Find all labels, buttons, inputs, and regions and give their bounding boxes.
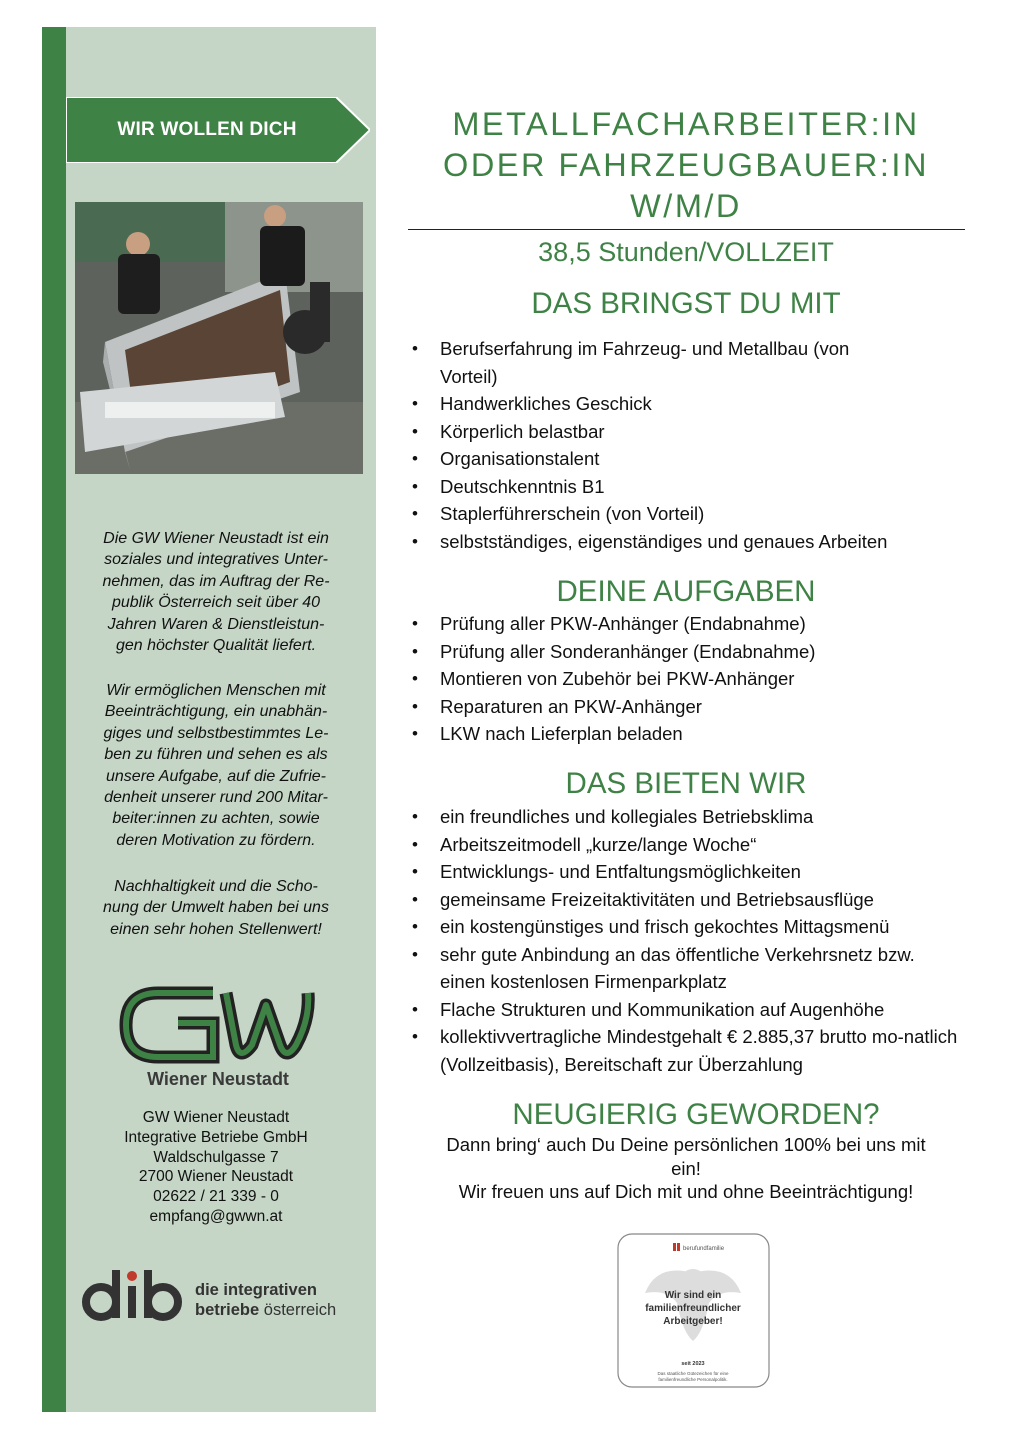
dib-line-2-bold: betriebe [195, 1301, 260, 1319]
seal-line: Wir sind ein [664, 1290, 722, 1301]
list-item: • Handwerkliches Geschick [408, 390, 968, 418]
working-hours: 38,5 Stunden/VOLLZEIT [538, 237, 834, 267]
list-item: • selbstständiges, eigenständiges und genaues Arbeiten [408, 528, 968, 556]
intro-paragraph-2 [75, 680, 357, 851]
intro-line: nung der Umwelt haben bei uns [103, 899, 329, 917]
contact-line: 2700 Wiener Neustadt [138, 1168, 294, 1186]
section-title-tasks: DEINE AUFGABEN [556, 575, 816, 608]
list-item: • Organisationstalent [408, 445, 968, 473]
divider [408, 229, 965, 230]
job-title-line: ODER FAHRZEUGBAUER:IN [443, 147, 929, 183]
list-item: • gemeinsame Freizeitaktivitäten und Betriebsausflüge [408, 886, 968, 914]
contact-line: Integrative Betriebe GmbH [124, 1128, 308, 1146]
offer-list [408, 803, 968, 1078]
seal-footer: Das staatliche Gütezeichen für eine [657, 1371, 729, 1376]
ribbon-text: WIR WOLLEN DICH [117, 119, 297, 140]
intro-line: unsere Aufgabe, auf die Zufrie- [106, 767, 326, 785]
logo-label: Wiener Neustadt [147, 1069, 289, 1089]
seal-line: familienfreundlicher [645, 1303, 741, 1314]
seal-line: Arbeitgeber! [663, 1316, 723, 1327]
intro-line: Die GW Wiener Neustadt ist ein [103, 530, 329, 547]
section-title-requirements: DAS BRINGST DU MIT [531, 287, 841, 320]
intro-line: soziales und integratives Unter- [104, 551, 328, 569]
list-item: • Staplerführerschein (von Vorteil) [408, 500, 968, 528]
list-item: • Flache Strukturen und Kommunikation auf Augenhöhe [408, 996, 968, 1024]
workshop-photo [75, 202, 363, 474]
list-item: • ein freundliches und kollegiales Betriebsklima [408, 803, 968, 831]
list-item: • LKW nach Lieferplan beladen [408, 720, 968, 748]
dib-line-1: die integrativen [195, 1281, 317, 1299]
list-item: • ein kostengünstiges und frisch gekochtes Mittagsmenü [408, 913, 968, 941]
list-item: • Reparaturen an PKW-Anhänger [408, 693, 968, 721]
seal-header: berufundfamilie [683, 1246, 725, 1252]
requirements-list [408, 335, 968, 555]
contact-line: GW Wiener Neustadt [142, 1109, 290, 1126]
list-item: • Deutschkenntnis B1 [408, 473, 968, 501]
family-friendly-employer-seal [617, 1233, 770, 1388]
contact-line: Waldschulgasse 7 [153, 1148, 279, 1166]
job-title-line: METALLFACHARBEITER:IN [452, 106, 920, 142]
intro-line: giges und selbstbestimmtes Le- [103, 724, 329, 742]
contact-phone: 02622 / 21 339 - 0 [153, 1188, 279, 1206]
contact-email[interactable]: empfang@gwwn.at [149, 1207, 283, 1225]
tasks-list [408, 610, 968, 748]
intro-line: einen sehr hohen Stellenwert! [110, 920, 322, 938]
intro-line: denheit unserer rund 200 Mitar- [104, 789, 328, 807]
intro-line: gen höchster Qualität liefert. [115, 637, 317, 655]
intro-line: beiter:innen zu achten, sowie [112, 810, 320, 828]
intro-line: Beeinträchtigung, ein unabhän- [104, 703, 328, 721]
intro-line: ben zu führen und sehen es als [104, 746, 328, 764]
job-title [408, 104, 964, 227]
intro-line: Nachhaltigkeit und die Scho- [114, 878, 318, 895]
list-item: • Prüfung aller Sonderanhänger (Endabnahme) [408, 638, 968, 666]
dib-wordmark [195, 1280, 336, 1320]
list-item: • Montieren von Zubehör bei PKW-Anhänger [408, 665, 968, 693]
list-item: • Körperlich belastbar [408, 418, 968, 446]
list-item: • sehr gute Anbindung an das öffentliche Verkehrsnetz bzw. einen kostenlosen Firmenparkplatz [408, 941, 940, 996]
list-item: • Berufserfahrung im Fahrzeug- und Metallbau (von Vorteil) [408, 335, 870, 390]
sidebar-stripe [42, 27, 66, 1412]
intro-paragraph-3 [75, 876, 357, 940]
closing-text [412, 1133, 960, 1204]
dib-logo-mark [82, 1262, 182, 1326]
closing-line: ein! [671, 1157, 701, 1179]
dib-line-2-rest: österreich [259, 1301, 337, 1319]
seal-footer: familienfreundliche Personalpolitik. [658, 1377, 728, 1382]
list-item: • Prüfung aller PKW-Anhänger (Endabnahme) [408, 610, 968, 638]
list-item: • kollektivvertragliche Mindestgehalt € 2.885,37 brutto mo-natlich (Vollzeitbasis), Bereitschaft zur Überzahlung [408, 1023, 960, 1078]
intro-line: nehmen, das im Auftrag der Re- [102, 572, 330, 590]
job-title-line: W/M/D [630, 188, 742, 224]
intro-line: publik Österreich seit über 40 [111, 594, 321, 612]
section-title-offer: DAS BIETEN WIR [565, 767, 807, 800]
intro-paragraph-1 [75, 528, 357, 656]
intro-line: Jahren Waren & Dienstleistun- [107, 615, 325, 633]
seal-since: seit 2023 [681, 1361, 705, 1367]
closing-line: Wir freuen uns auf Dich mit und ohne Beeinträchtigung! [458, 1181, 914, 1202]
list-item: • Arbeitszeitmodell „kurze/lange Woche“ [408, 831, 968, 859]
intro-line: deren Motivation zu fördern. [116, 831, 316, 849]
intro-line: Wir ermöglichen Menschen mit [106, 682, 326, 699]
section-title-curious: NEUGIERIG GEWORDEN? [512, 1098, 880, 1131]
list-item: • Entwicklungs- und Entfaltungsmöglichkeiten [408, 858, 968, 886]
contact-block [90, 1108, 342, 1227]
closing-line: Dann bring‘ auch Du Deine persönlichen 100% bei uns mit [446, 1134, 926, 1155]
